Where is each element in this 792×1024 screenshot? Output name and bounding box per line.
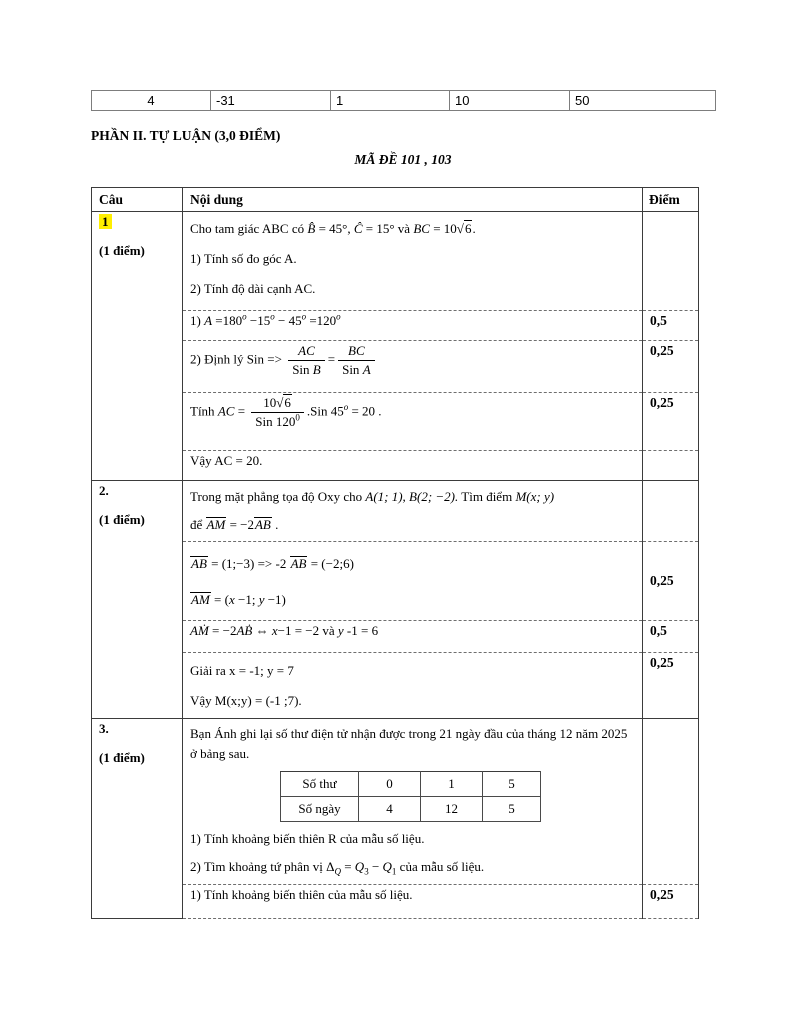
answer-cell: 50: [570, 91, 716, 111]
degree-sup: o: [270, 311, 275, 322]
q2-solution-row-3: [92, 653, 699, 719]
cell: 0: [359, 772, 421, 797]
cell: Số thư: [281, 772, 359, 797]
q3-sol1-text: 1) Tính khoảng biến thiên của mẫu số liệu.: [183, 885, 643, 919]
points-ab: A(1; 1), B(2; −2).: [365, 489, 459, 504]
fraction: [251, 395, 304, 430]
table-row: [281, 772, 541, 797]
q2-points: (1 điểm): [99, 512, 145, 527]
sin-fn: Sin: [292, 362, 313, 377]
mail-frequency-table: [280, 771, 541, 822]
q2-solution-row-1: [92, 542, 699, 621]
text: = (−2;6): [307, 556, 354, 571]
numerator: [251, 395, 304, 412]
q1-statement-row: [92, 212, 699, 311]
section-heading: PHẦN II. TỰ LUẬN (3,0 ĐIỂM): [91, 128, 281, 143]
q2-sol1-formula: [183, 542, 643, 621]
minus: −: [368, 859, 383, 874]
q3-solution-row-1: [92, 885, 699, 919]
text: − 45: [274, 313, 302, 328]
q1-statement-line2: 1) Tính số đo góc A.: [190, 251, 297, 266]
header-noi-dung: Nội dung: [183, 188, 643, 212]
q2-statement-line1: [190, 483, 635, 511]
q1-statement-line1: [190, 214, 635, 244]
degree-sup: o: [301, 311, 307, 322]
q1-points: (1 điểm): [99, 243, 145, 258]
score-cell: 0,25: [643, 542, 699, 621]
var-a: A: [204, 313, 213, 328]
cell: Số ngày: [281, 797, 359, 822]
header-diem: Điểm: [643, 188, 699, 212]
q2-sol3-text: [183, 653, 643, 719]
sin-fn: Sin: [342, 362, 363, 377]
text: .: [271, 517, 279, 532]
point-m: M(x; y): [515, 489, 555, 504]
q3-statement-paragraph: Bạn Ánh ghi lại số thư điện tử nhận được trong 21 ngày đầu của tháng 12 năm 2025 ở bảng sau.: [190, 726, 628, 761]
iff-arrow: ⇔: [252, 623, 272, 638]
score-cell: 0,5: [643, 311, 699, 341]
q2-statement-row: [92, 481, 699, 542]
score-cell: [643, 481, 699, 542]
text: 2) Định lý Sin =>: [190, 351, 286, 367]
text: = −2: [208, 623, 237, 638]
denominator: [338, 360, 375, 378]
exam-code-title: MÃ ĐỀ 101 , 103: [354, 152, 452, 167]
degree-sup: o: [343, 402, 349, 413]
score-cell: 0,25: [643, 341, 699, 393]
var-x: x: [228, 592, 235, 607]
var-b: B: [312, 362, 321, 377]
table-row: [281, 797, 541, 822]
numerator: AC: [298, 343, 315, 358]
text: -1 = 6: [343, 623, 379, 638]
var-y: y: [337, 623, 344, 638]
text: −15: [246, 313, 271, 328]
denominator: [288, 360, 325, 378]
radicand: 6: [464, 221, 472, 236]
subscript-3: 3: [364, 866, 369, 877]
q2-sol3-line2: Vậy M(x;y) = (-1 ;7).: [190, 693, 302, 708]
q3-statement-item1: 1) Tính khoảng biến thiên R của mẫu số liệu.: [190, 831, 425, 846]
q2-sol3-line1: Giải ra x = -1; y = 7: [190, 663, 294, 678]
q1-solution-row-4: [92, 451, 699, 481]
radicand: 6: [284, 395, 291, 410]
vector-ab: AB: [254, 517, 271, 532]
vector-am-dot: AṀ: [190, 623, 209, 638]
score-cell: 0,5: [643, 621, 699, 653]
q1-sol3-formula: [183, 393, 643, 451]
text: = 15° và: [362, 221, 414, 236]
vector-ab: AB: [290, 556, 307, 571]
text: 2) Tìm khoảng tứ phân vị: [190, 859, 327, 874]
var-y: y: [258, 592, 265, 607]
text: = 20 .: [348, 403, 382, 419]
var-x: x: [271, 623, 278, 638]
score-cell: [643, 212, 699, 311]
q3-statement: [183, 719, 643, 885]
answer-cell: -31: [211, 91, 331, 111]
denominator: [251, 412, 304, 430]
c-hat-symbol: Ĉ: [353, 221, 363, 236]
b-hat-symbol: B̂: [307, 221, 316, 236]
text: của mẫu số liệu.: [396, 859, 485, 874]
q2-sol1-line2: [190, 582, 635, 618]
fraction: [288, 343, 325, 378]
q1-solution-row-2: [92, 341, 699, 393]
radical-sign: √: [456, 221, 464, 236]
q3-statement-item2: [190, 853, 635, 881]
cell: 5: [483, 797, 541, 822]
q3-number: 3.: [99, 721, 109, 736]
text: 10: [263, 395, 277, 410]
text: Tìm điểm: [458, 489, 516, 504]
answer-key-table: [91, 187, 699, 919]
q2-sol1-line1: [190, 546, 635, 582]
vector-ab-dot: AḂ: [236, 623, 253, 638]
answer-cell: 1: [331, 91, 450, 111]
q1-label-cell: [92, 212, 183, 481]
text: = −2: [226, 517, 254, 532]
q3-statement-row: [92, 719, 699, 885]
q1-sol4-text: Vậy AC = 20.: [183, 451, 643, 481]
answer-cell: 4: [92, 91, 211, 111]
score-cell: 0,25: [643, 393, 699, 451]
equals: =: [234, 403, 249, 419]
q3-label-cell: [92, 719, 183, 919]
text: .Sin 45: [306, 403, 344, 419]
text: để: [190, 517, 206, 532]
text: Cho tam giác ABC có: [190, 221, 308, 236]
q2-sol2-formula: [183, 621, 643, 653]
subscript-1: 1: [391, 866, 397, 877]
text: −1;: [234, 592, 259, 607]
cell: 1: [421, 772, 483, 797]
table-header-row: [92, 188, 699, 212]
delta-symbol: Δ: [326, 859, 335, 874]
degree-sup: o: [242, 311, 247, 322]
cell: 12: [421, 797, 483, 822]
score-cell: [643, 451, 699, 481]
text: .: [472, 221, 476, 236]
degree-sup: o: [336, 311, 341, 322]
numerator: BC: [348, 343, 365, 358]
equals: =: [327, 351, 336, 367]
text: −1): [264, 592, 286, 607]
var-a: A: [362, 362, 371, 377]
text: =120: [306, 313, 337, 328]
var-q3: Q: [354, 859, 365, 874]
delta-subscript: Q: [334, 866, 341, 877]
text: Sin 120: [255, 414, 296, 429]
score-cell: 0,25: [643, 653, 699, 719]
text: = 10: [429, 221, 457, 236]
text: Trong mặt phẳng tọa độ Oxy cho: [190, 489, 366, 504]
q1-statement: [183, 212, 643, 311]
vector-am: AM: [191, 592, 210, 607]
q2-statement-line2: [190, 511, 635, 539]
degree-sup: 0: [295, 412, 300, 423]
q2-number: 2.: [99, 483, 109, 498]
q1-sol2-formula: [183, 341, 643, 393]
text: −1 = −2 và: [277, 623, 338, 638]
q2-solution-row-2: [92, 621, 699, 653]
var-ac: AC: [217, 403, 235, 419]
cell: 4: [359, 797, 421, 822]
fraction: [338, 343, 375, 378]
var-q1: Q: [382, 859, 392, 874]
vector-am: AM: [206, 517, 226, 532]
text: = (1;−3) => -2: [207, 556, 290, 571]
q2-label-cell: [92, 481, 183, 719]
equals: =: [340, 859, 355, 874]
q2-statement: [183, 481, 643, 542]
part1-answers-table: [91, 90, 716, 111]
radical-sign: √: [276, 395, 284, 410]
q1-number: 1: [99, 214, 112, 229]
text: 1): [190, 313, 205, 328]
text: = (: [210, 592, 229, 607]
q1-statement-line3: 2) Tính độ dài cạnh AC.: [190, 281, 316, 296]
q1-solution-row-1: [92, 311, 699, 341]
header-cau: Câu: [92, 188, 183, 212]
answer-cell: 10: [450, 91, 570, 111]
bc-symbol: BC: [413, 221, 430, 236]
text: Tính: [190, 403, 218, 419]
score-cell: 0,25: [643, 885, 699, 919]
q1-sol1-formula: [183, 311, 643, 341]
score-cell: [643, 719, 699, 885]
cell: 5: [483, 772, 541, 797]
table-row: [92, 91, 716, 111]
text: = 45°,: [315, 221, 354, 236]
text: =180: [212, 313, 243, 328]
vector-ab: AB: [191, 556, 207, 571]
q3-points: (1 điểm): [99, 750, 145, 765]
q1-solution-row-3: [92, 393, 699, 451]
